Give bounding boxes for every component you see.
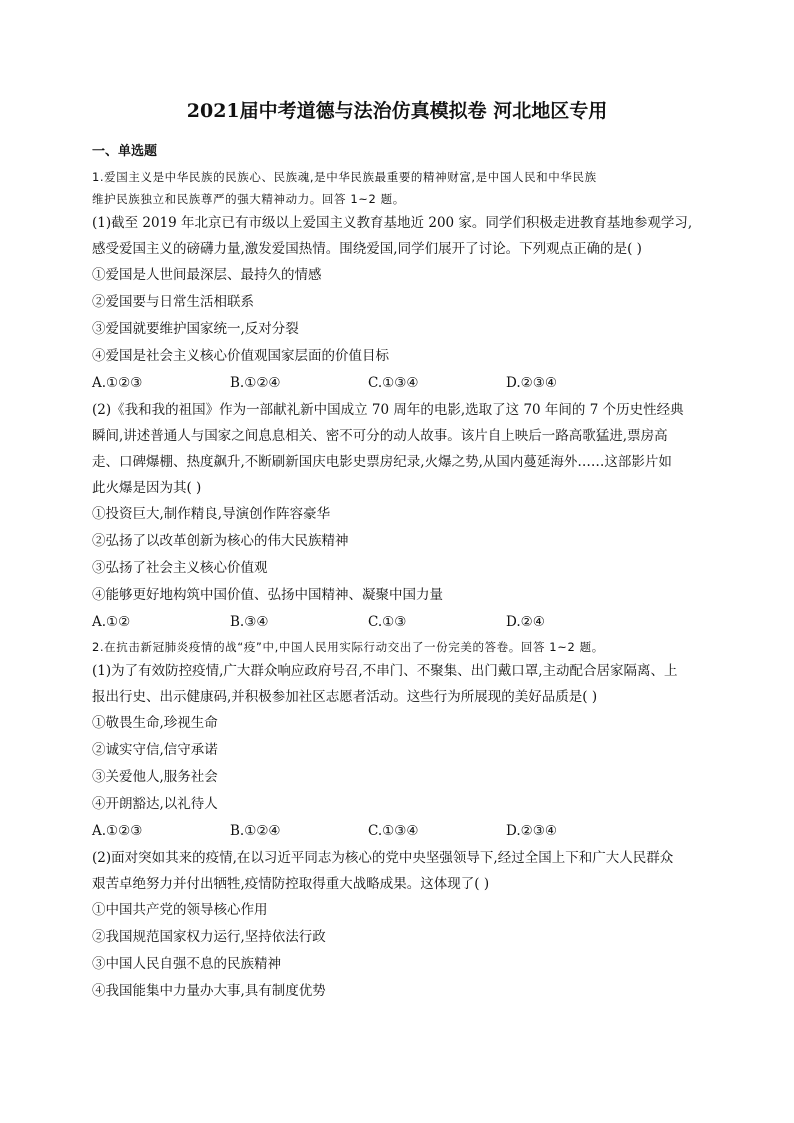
answer-choice-c[interactable]: C.①③ bbox=[368, 614, 407, 630]
answer-choice-c[interactable]: C.①③④ bbox=[368, 823, 419, 839]
answer-choice-a[interactable]: A.①②③ bbox=[92, 823, 143, 839]
question-2-2 bbox=[92, 845, 696, 1005]
answer-choices bbox=[92, 609, 696, 636]
question-group-1 bbox=[92, 166, 696, 636]
statement-option: ③关爱他人,服务社会 bbox=[92, 769, 218, 785]
statement-option: ②弘扬了以改革创新为核心的伟大民族精神 bbox=[92, 533, 349, 549]
answer-choice-b[interactable]: B.③④ bbox=[230, 614, 269, 630]
answer-choice-d[interactable]: D.②④ bbox=[506, 614, 545, 630]
statement-option: ④爱国是社会主义核心价值观国家层面的价值目标 bbox=[92, 348, 389, 364]
statement-option: ②爱国要与日常生活相联系 bbox=[92, 294, 254, 310]
question-stem-line: 艰苦卓绝努力并付出牺牲,疫情防控取得重大战略成果。这体现了( ) bbox=[92, 876, 490, 892]
question-stem-line: 报出行史、出示健康码,并积极参加社区志愿者活动。这些行为所展现的美好品质是( ) bbox=[92, 689, 598, 705]
answer-choice-b[interactable]: B.①②④ bbox=[230, 823, 281, 839]
statement-option: ①敬畏生命,珍视生命 bbox=[92, 715, 218, 731]
question-stem-line: (1)为了有效防控疫情,广大群众响应政府号召,不串门、不聚集、出门戴口罩,主动配合居家隔离、上 bbox=[92, 663, 678, 679]
statement-option: ③爱国就要维护国家统一,反对分裂 bbox=[92, 321, 299, 337]
group-intro-line: 2.在抗击新冠肺炎疫情的战“疫”中,中国人民用实际行动交出了一份完美的答卷。回答 1~2 题。 bbox=[92, 640, 604, 654]
question-stem-line: 感受爱国主义的磅礴力量,激发爱国热情。围绕爱国,同学们展开了讨论。下列观点正确的是( ) bbox=[92, 241, 642, 257]
statement-option: ③弘扬了社会主义核心价值观 bbox=[92, 560, 268, 576]
statement-option: ②诚实守信,信守承诺 bbox=[92, 742, 218, 758]
answer-choice-a[interactable]: A.①② bbox=[92, 614, 131, 630]
page-title: 2021届中考道德与法治仿真模拟卷 河北地区专用 bbox=[186, 100, 608, 122]
statement-option: ④我国能集中力量办大事,具有制度优势 bbox=[92, 983, 326, 999]
question-stem-line: (2)面对突如其来的疫情,在以习近平同志为核心的党中央坚强领导下,经过全国上下和广大人民群众 bbox=[92, 850, 674, 866]
group-intro-line: 1.爱国主义是中华民族的民族心、民族魂,是中华民族最重要的精神财富,是中国人民和中华民族 bbox=[92, 170, 597, 184]
statement-option: ④能够更好地构筑中国价值、弘扬中国精神、凝聚中国力量 bbox=[92, 587, 443, 603]
answer-choice-d[interactable]: D.②③④ bbox=[506, 375, 557, 391]
answer-choices bbox=[92, 818, 696, 845]
question-stem-line: 走、口碑爆棚、热度飙升,不断刷新国庆电影史票房纪录,火爆之势,从国内蔓延海外……这部影片如 bbox=[92, 454, 672, 470]
question-1-1 bbox=[92, 210, 696, 397]
question-1-2 bbox=[92, 397, 696, 636]
group-intro-line: 维护民族独立和民族尊严的强大精神动力。回答 1~2 题。 bbox=[92, 192, 405, 206]
question-stem-line: (2)《我和我的祖国》作为一部献礼新中国成立 70 周年的电影,选取了这 70 年间的 7 个历史性经典 bbox=[92, 402, 684, 418]
question-2-1 bbox=[92, 658, 696, 845]
statement-option: ④开朗豁达,以礼待人 bbox=[92, 796, 218, 812]
statement-option: ①投资巨大,制作精良,导演创作阵容豪华 bbox=[92, 506, 331, 522]
answer-choice-c[interactable]: C.①③④ bbox=[368, 375, 419, 391]
answer-choice-b[interactable]: B.①②④ bbox=[230, 375, 281, 391]
question-stem-line: 此火爆是因为其( ) bbox=[92, 480, 202, 496]
statement-option: ③中国人民自强不息的民族精神 bbox=[92, 956, 281, 972]
question-stem-line: (1)截至 2019 年北京已有市级以上爱国主义教育基地近 200 家。同学们积极走进教育基地参观学习, bbox=[92, 215, 693, 231]
statement-option: ①爱国是人世间最深层、最持久的情感 bbox=[92, 267, 322, 283]
section-heading: 一、单选题 bbox=[92, 144, 158, 159]
question-stem-line: 瞬间,讲述普通人与国家之间息息相关、密不可分的动人故事。该片自上映后一路高歌猛进,票房高 bbox=[92, 428, 668, 444]
question-group-2 bbox=[92, 636, 696, 1005]
answer-choice-a[interactable]: A.①②③ bbox=[92, 375, 143, 391]
answer-choices bbox=[92, 370, 696, 397]
statement-option: ②我国规范国家权力运行,坚持依法行政 bbox=[92, 929, 326, 945]
exam-content bbox=[92, 142, 696, 1005]
answer-choice-d[interactable]: D.②③④ bbox=[506, 823, 557, 839]
statement-option: ①中国共产党的领导核心作用 bbox=[92, 902, 268, 918]
